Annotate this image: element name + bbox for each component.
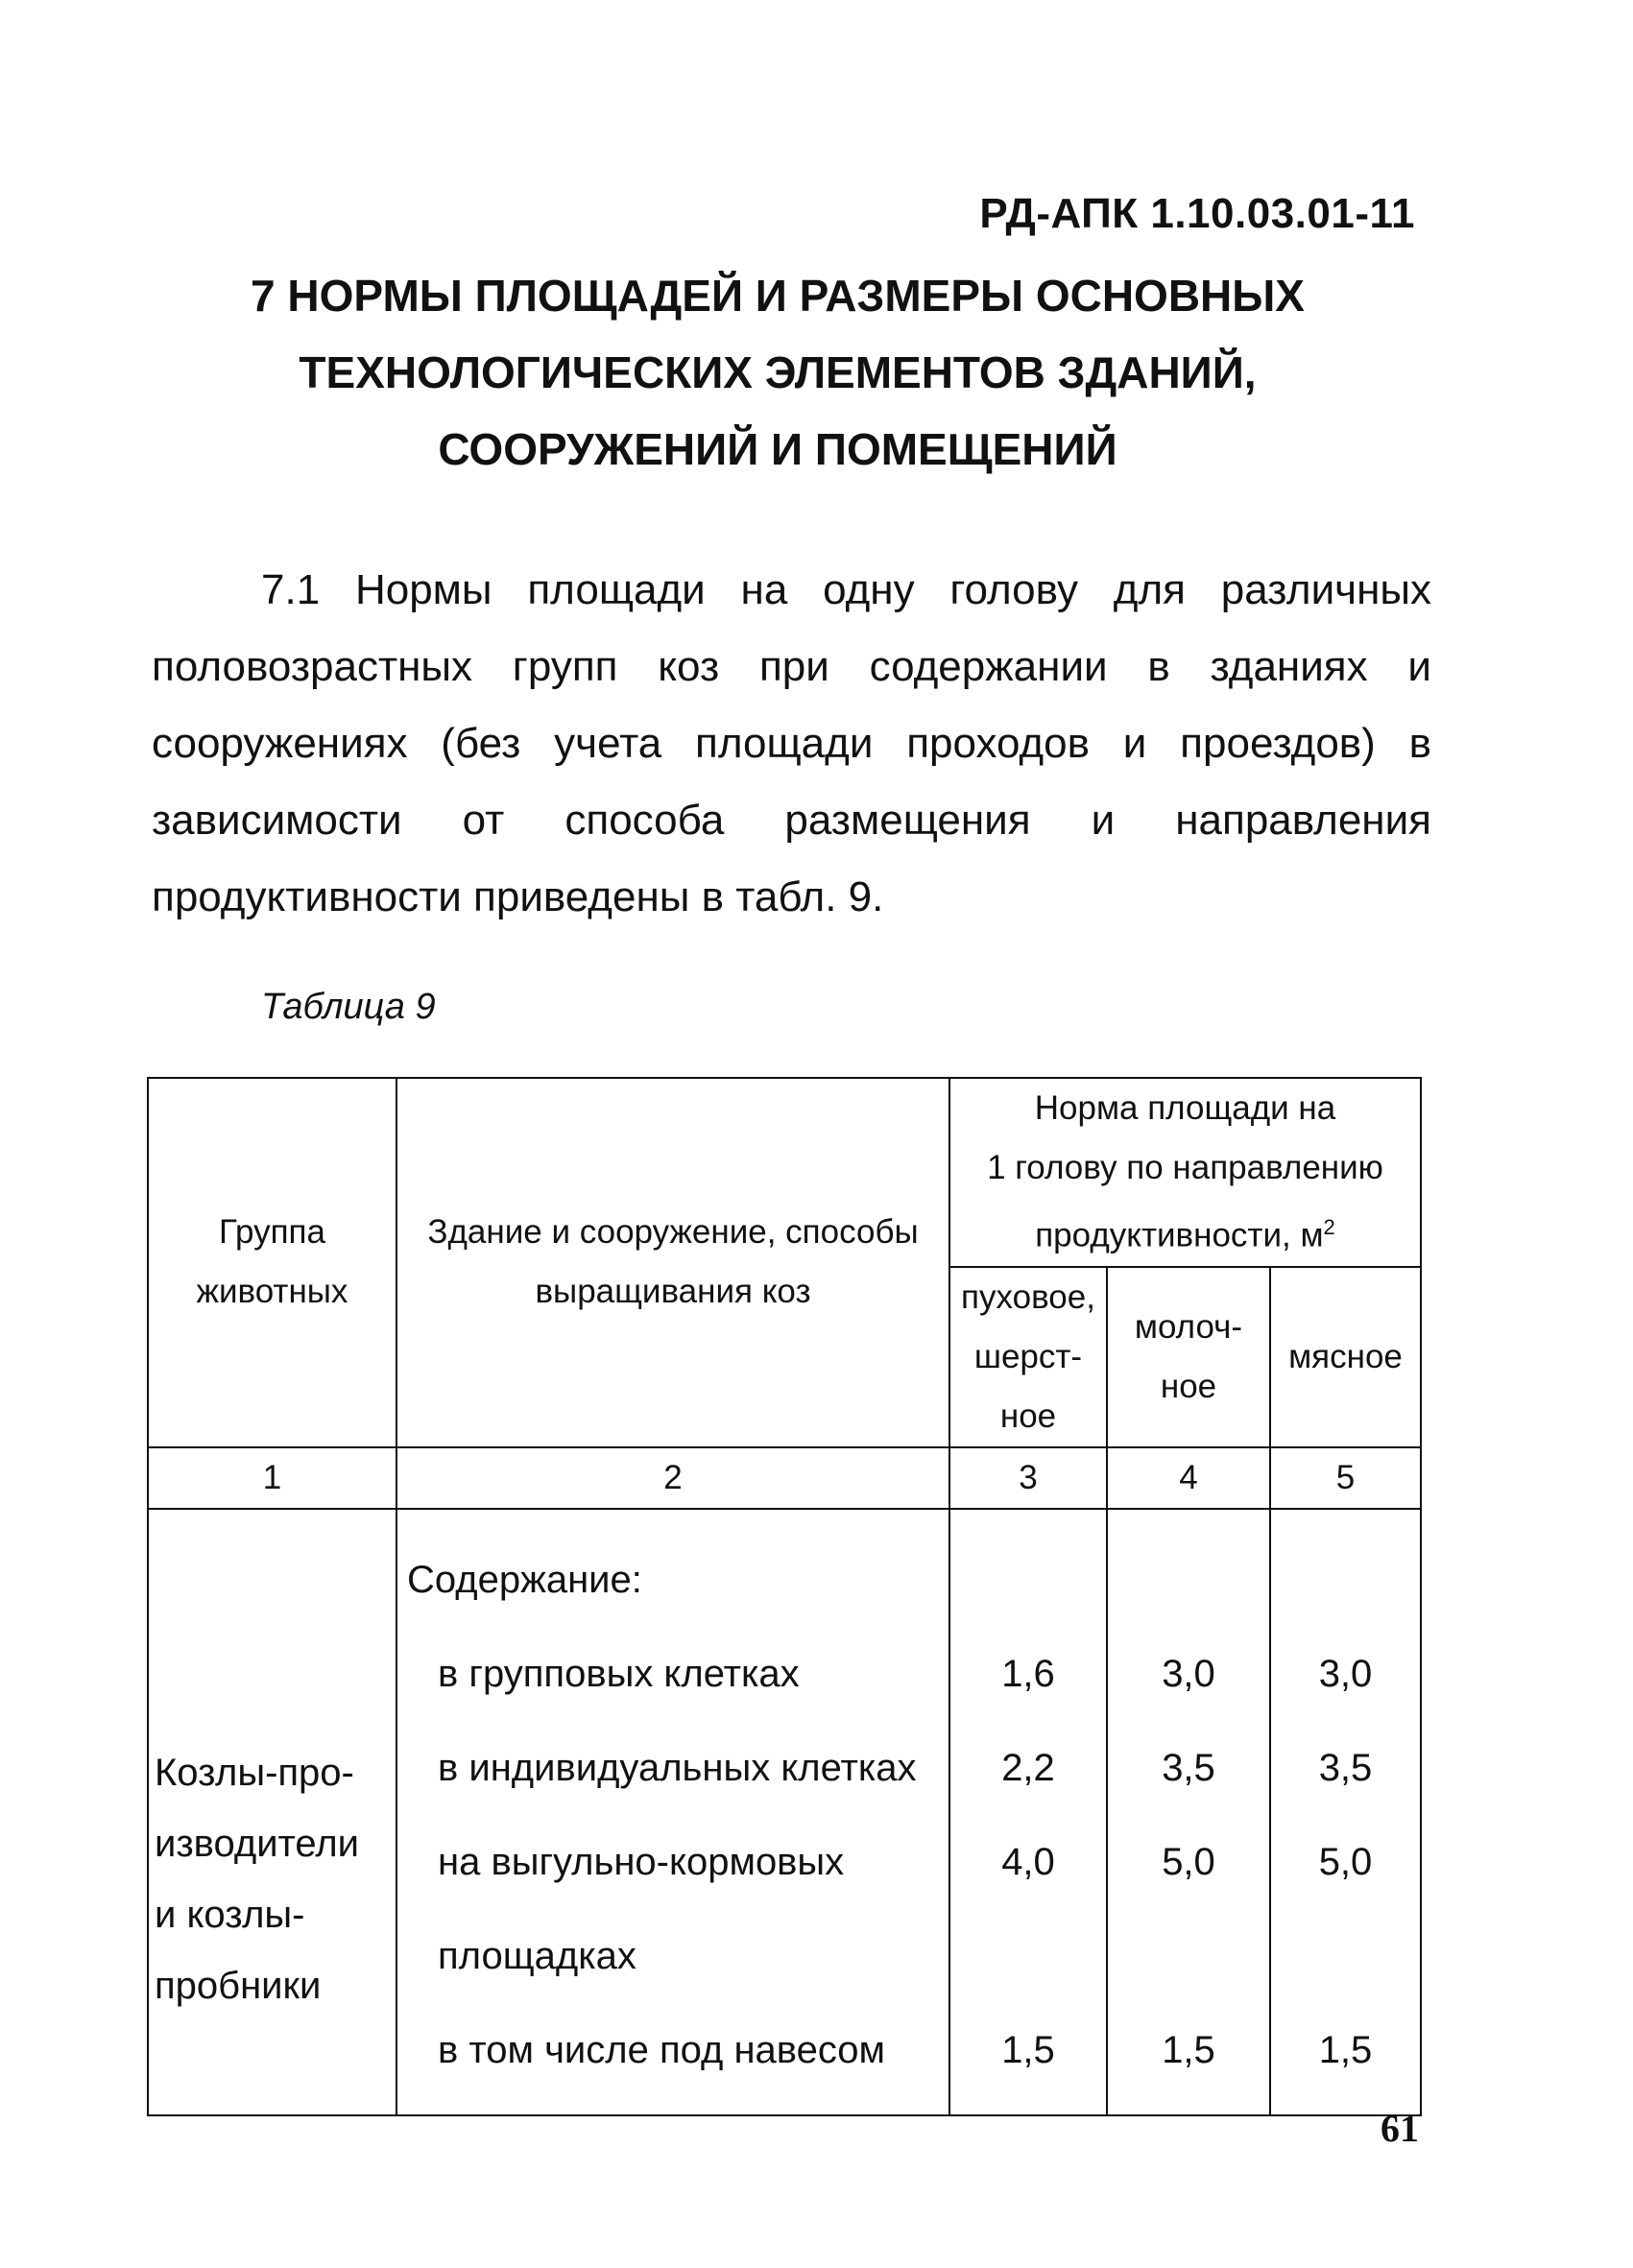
norms-table — [147, 1077, 1422, 2116]
meat-value-under-canopy: 1,5 — [1318, 2028, 1373, 2071]
document-code: РД-АПК 1.10.03.01-11 — [979, 190, 1415, 237]
header-group-line-1: Группа — [219, 1213, 325, 1252]
row-label-feeding-yards — [397, 1815, 949, 2003]
meat-values-cell — [1270, 1509, 1421, 2115]
header-norm-line-1: Норма площади на — [1034, 1089, 1336, 1127]
col-number-5: 5 — [1270, 1447, 1421, 1509]
group-line-2: изводители — [155, 1822, 360, 1865]
blank-line — [950, 1533, 1106, 1627]
table-caption: Таблица 9 — [261, 987, 436, 1027]
dairy-value-feeding-yards-text: 5,0 — [1162, 1840, 1215, 1883]
downy-value-group-cages: 1,6 — [1001, 1652, 1055, 1695]
header-dairy-line-1: молоч- — [1134, 1307, 1243, 1346]
section-title — [144, 257, 1411, 488]
downy-value-feeding-yards — [950, 1815, 1106, 2003]
group-line-1: Козлы-про- — [155, 1751, 354, 1794]
col-number-2: 2 — [396, 1447, 949, 1509]
building-cell — [396, 1509, 949, 2115]
header-norm-line-3 — [950, 1198, 1420, 1266]
header-building-line-2: выращивания коз — [535, 1273, 811, 1311]
col-number-1: 1 — [148, 1447, 396, 1509]
row-label-feeding-yards-line-2: площадках — [438, 1934, 636, 1977]
keeping-label: Содержание: — [407, 1558, 642, 1601]
downy-value-under-canopy: 1,5 — [1001, 2028, 1055, 2071]
dairy-values-cell — [1107, 1509, 1270, 2115]
header-downy-line-3: ное — [999, 1397, 1057, 1435]
header-meat: мясное — [1270, 1267, 1421, 1447]
header-downy-line-2: шерст- — [973, 1337, 1083, 1375]
body-paragraph: 7.1 Нормы площади на одну голову для различных половозрастных групп коз при содержании в зданиях и сооружениях (без учета площади проходов и проездов) в зависимости от способа размещения и направления продуктивности приведены в табл. 9. — [152, 566, 1431, 920]
row-label-under-canopy: в том числе под навесом — [438, 2028, 886, 2071]
header-dairy-line-2: ное — [1160, 1367, 1217, 1405]
col-number-4: 4 — [1107, 1447, 1270, 1509]
group-cell — [148, 1509, 396, 2115]
meat-value-feeding-yards-text: 5,0 — [1318, 1840, 1373, 1883]
header-downy — [949, 1267, 1107, 1447]
header-norm-unit: продуктивности, м — [1035, 1216, 1324, 1254]
header-norm — [949, 1078, 1421, 1267]
row-label-individual-cages: в индивидуальных клетках — [438, 1746, 917, 1789]
table-body-row — [148, 1509, 1421, 2115]
column-number-row — [148, 1447, 1421, 1509]
blank-line — [1271, 1533, 1420, 1627]
header-building-line-1: Здание и сооружение, способы — [427, 1213, 919, 1252]
section-title-line-3: СООРУЖЕНИЙ И ПОМЕЩЕНИЙ — [438, 424, 1117, 474]
downy-value-individual-cages: 2,2 — [1001, 1746, 1055, 1789]
col-number-3: 3 — [949, 1447, 1107, 1509]
header-norm-line-2: 1 голову по направлению — [987, 1149, 1383, 1186]
table-header-row-1 — [148, 1078, 1421, 1267]
header-group — [148, 1078, 396, 1447]
downy-value-feeding-yards-text: 4,0 — [1001, 1840, 1055, 1883]
dairy-value-individual-cages: 3,5 — [1162, 1746, 1215, 1789]
group-line-3: и козлы- — [155, 1893, 305, 1936]
header-dairy — [1107, 1267, 1270, 1447]
page-number: 61 — [1381, 2107, 1419, 2150]
downy-values-cell — [949, 1509, 1107, 2115]
header-norm-sup: 2 — [1323, 1215, 1335, 1239]
row-label-feeding-yards-line-1: на выгульно-кормовых — [438, 1840, 845, 1883]
row-label-group-cages: в групповых клетках — [438, 1652, 800, 1695]
section-title-line-1: 7 НОРМЫ ПЛОЩАДЕЙ И РАЗМЕРЫ ОСНОВНЫХ — [251, 271, 1305, 321]
dairy-value-group-cages: 3,0 — [1162, 1652, 1215, 1695]
section-title-line-2: ТЕХНОЛОГИЧЕСКИХ ЭЛЕМЕНТОВ ЗДАНИЙ, — [299, 347, 1257, 397]
dairy-value-under-canopy: 1,5 — [1162, 2028, 1215, 2071]
header-building — [396, 1078, 949, 1447]
meat-value-feeding-yards — [1271, 1815, 1420, 2003]
dairy-value-feeding-yards — [1108, 1815, 1269, 2003]
header-group-line-2: животных — [196, 1273, 348, 1311]
group-line-4: пробники — [155, 1964, 322, 2007]
header-downy-line-1: пуховое, — [961, 1277, 1095, 1316]
meat-value-group-cages: 3,0 — [1318, 1652, 1373, 1695]
meat-value-individual-cages: 3,5 — [1318, 1746, 1373, 1789]
blank-line — [1108, 1533, 1269, 1627]
